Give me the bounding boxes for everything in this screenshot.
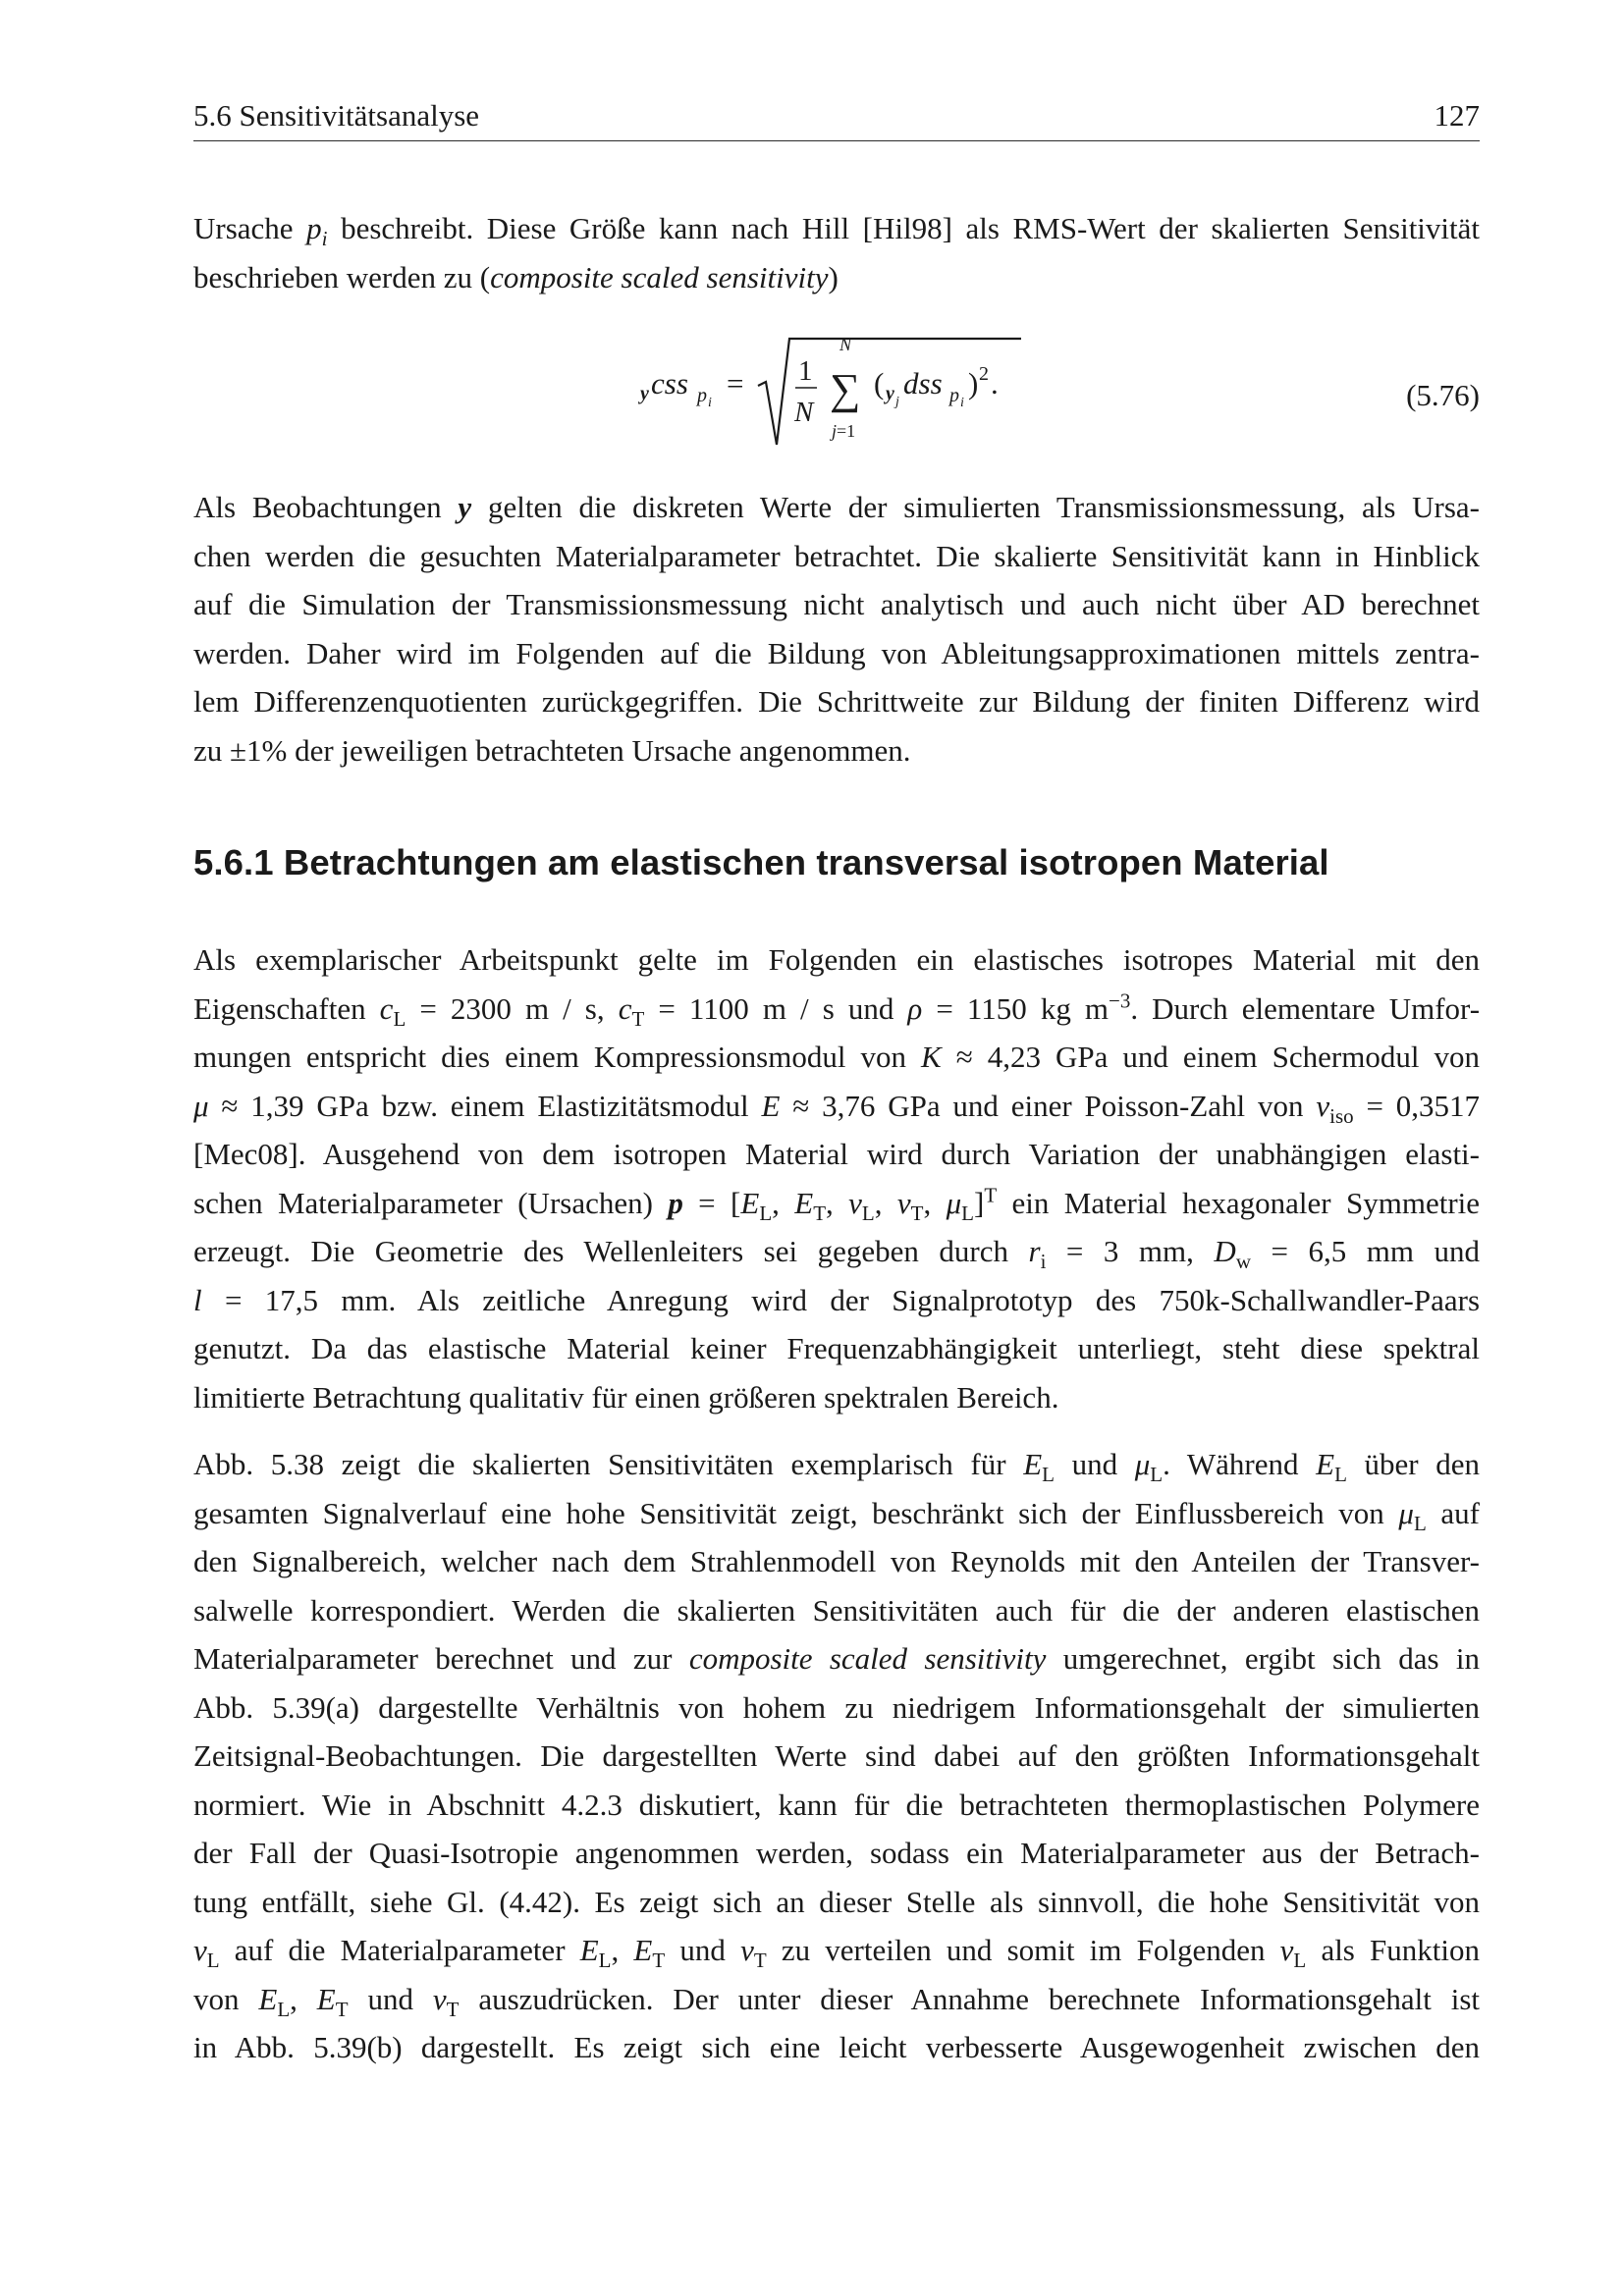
svg-text:p: p	[949, 385, 959, 406]
svg-text:∑: ∑	[830, 365, 861, 413]
paragraph-working-point	[193, 935, 1480, 1421]
svg-text:i: i	[708, 396, 712, 410]
text-line: beschrieben werden zu (composite scaled sensitivity)	[193, 259, 839, 294]
text-line: limitierte Betrachtung qualitativ für einen größeren spektralen Bereich.	[193, 1379, 1059, 1415]
svg-text:): )	[968, 366, 979, 400]
text-line: chen werden die gesuchten Materialparameter betrachtet. Die skalierte Sensitivität kann in Hinblick	[193, 538, 1480, 573]
text-line: μ ≈ 1,39 GPa bzw. einem Elastizitätsmodul E ≈ 3,76 GPa und einer Poisson-Zahl von $\nu_{iso} = 0,3517$	[193, 1088, 1481, 1128]
svg-text:dss: dss	[903, 366, 943, 400]
text-line: Abb. 5.39(a) dargestellte Verhältnis von hohem zu niedrigem Informationsgehalt der simulierten	[193, 1689, 1480, 1725]
text-line: [Mec08]. Ausgehend von dem isotropen Material wird durch Variation der unabhängigen elasti-	[193, 1137, 1480, 1171]
text-line: erzeugt. Die Geometrie des Wellenleiters sei gegeben durch $r_i = 3$ mm, $D_w = 6,5$ mm und	[193, 1234, 1480, 1274]
text-line: Abb. 5.38 zeigt die skalierten Sensitivitäten exemplarisch für $E_L$ und $\mu_L$. Während $E_L$ über den	[193, 1447, 1480, 1487]
svg-text:css: css	[651, 366, 688, 400]
svg-text:2: 2	[979, 363, 989, 385]
svg-text:=: =	[727, 366, 744, 400]
text-line: werden. Daher wird im Folgenden auf die Bildung von Ableitungsapproximationen mittels zentra-	[193, 635, 1480, 670]
text-line: gesamten Signalverlauf eine hohe Sensitivität zeigt, beschränkt sich der Einflussbereich von $\mu_L$ auf	[193, 1495, 1480, 1535]
svg-text:.: .	[991, 366, 999, 400]
paragraph-sensitivities	[193, 1440, 1480, 2072]
equation-5-76	[589, 329, 1041, 456]
text-line: auf die Simulation der Transmissionsmessung nicht analytisch und auch nicht über AD berechnet	[193, 587, 1480, 621]
text-line: Materialparameter berechnet und zur composite scaled sensitivity umgerechnet, ergibt sich das in	[193, 1641, 1481, 1676]
running-header	[193, 95, 1480, 141]
svg-text:p: p	[697, 385, 707, 406]
text-line: in Abb. 5.39(b) dargestellt. Es zeigt sich eine leicht verbesserte Ausgewogenheit zwischen den	[193, 2030, 1480, 2064]
text-line: mungen entspricht dies einem Kompressionsmodul von K ≈ 4,23 GPa und einem Schermodul von	[193, 1040, 1480, 1074]
svg-text:N: N	[794, 397, 814, 428]
text-line: salwelle korrespondiert. Werden die skalierten Sensitivitäten auch für die der anderen elastischen	[193, 1592, 1480, 1628]
text-line: tung entfällt, siehe Gl. (4.42). Es zeigt sich an dieser Stelle als sinnvoll, die hohe Sensitivität von	[193, 1884, 1480, 1919]
text-line: genutzt. Da das elastische Material keiner Frequenzabhängigkeit unterliegt, steht diese spektral	[193, 1331, 1480, 1365]
section-heading: 5.6.1 Betrachtungen am elastischen transversal isotropen Material	[193, 842, 1329, 882]
paragraph-intro	[193, 204, 1480, 301]
text-line: der Fall der Quasi-Isotropie angenommen werden, sodass ein Materialparameter aus der Betrach-	[193, 1836, 1480, 1870]
page-number: 127	[1434, 98, 1480, 133]
text-line: normiert. Wie in Abschnitt 4.2.3 diskutiert, kann für die betrachteten thermoplastischen Polymere	[193, 1787, 1480, 1822]
svg-text:(: (	[874, 366, 885, 400]
svg-text:y: y	[640, 383, 649, 404]
text-line: l = 17,5 mm. Als zeitliche Anregung wird der Signalprototyp des 750k-Schallwandler-Paars	[193, 1282, 1481, 1317]
paragraph-observations	[193, 483, 1480, 774]
svg-text:j: j	[895, 395, 899, 409]
svg-text:i: i	[960, 396, 964, 410]
svg-text:N: N	[839, 335, 852, 354]
text-line: $\nu_L$ auf die Materialparameter $E_L$, $E_T$ und $\nu_T$ zu verteilen und somit im Folgenden $\nu_L$ als Funktion	[193, 1933, 1481, 1973]
text-line: lem Differenzenquotienten zurückgegriffen. Die Schrittweite zur Bildung der finiten Differenz wird	[193, 684, 1480, 719]
header-section-title: 5.6 Sensitivitätsanalyse	[193, 98, 480, 133]
svg-text:j=1: j=1	[832, 421, 856, 441]
text-line: Als exemplarischer Arbeitspunkt gelte im Folgenden ein elastisches isotropes Material mit den	[193, 942, 1480, 977]
svg-text:1: 1	[798, 355, 813, 387]
text-line: schen Materialparameter (Ursachen) $p = [E_L$, $E_T$, $\nu_L$, $\nu_T$, $\mu_L]^T$ ein Material hexagonaler Symmetrie	[193, 1183, 1481, 1225]
text-line: den Signalbereich, welcher nach dem Strahlenmodell von Reynolds mit den Anteilen der Transver-	[193, 1544, 1480, 1578]
text-line: Eigenschaften $c_L = 2300$ m / s, $c_T = 1100$ m / s und ρ = 1150 kg $m^{-3}$. Durch elementare Umfor-	[193, 988, 1481, 1031]
svg-text:y: y	[886, 383, 894, 404]
text-line: zu ±1% der jeweiligen betrachteten Ursache angenommen.	[193, 732, 911, 768]
text-line: Ursache $p_i$ beschreibt. Diese Größe kann nach Hill [Hil98] als RMS-Wert der skalierten Sensitivität	[193, 211, 1481, 251]
equation-number: (5.76)	[1406, 378, 1480, 412]
text-line: Zeitsignal-Beobachtungen. Die dargestellten Werte sind dabei auf den größten Informationsgehalt	[193, 1738, 1480, 1773]
text-line: Als Beobachtungen y gelten die diskreten Werte der simulierten Transmissionsmessung, als Ursa-	[193, 490, 1481, 524]
text-line: von $E_L$, $E_T$ und $\nu_T$ auszudrücken. Der unter dieser Annahme berechnete Informationsgehalt ist	[193, 1981, 1481, 2021]
